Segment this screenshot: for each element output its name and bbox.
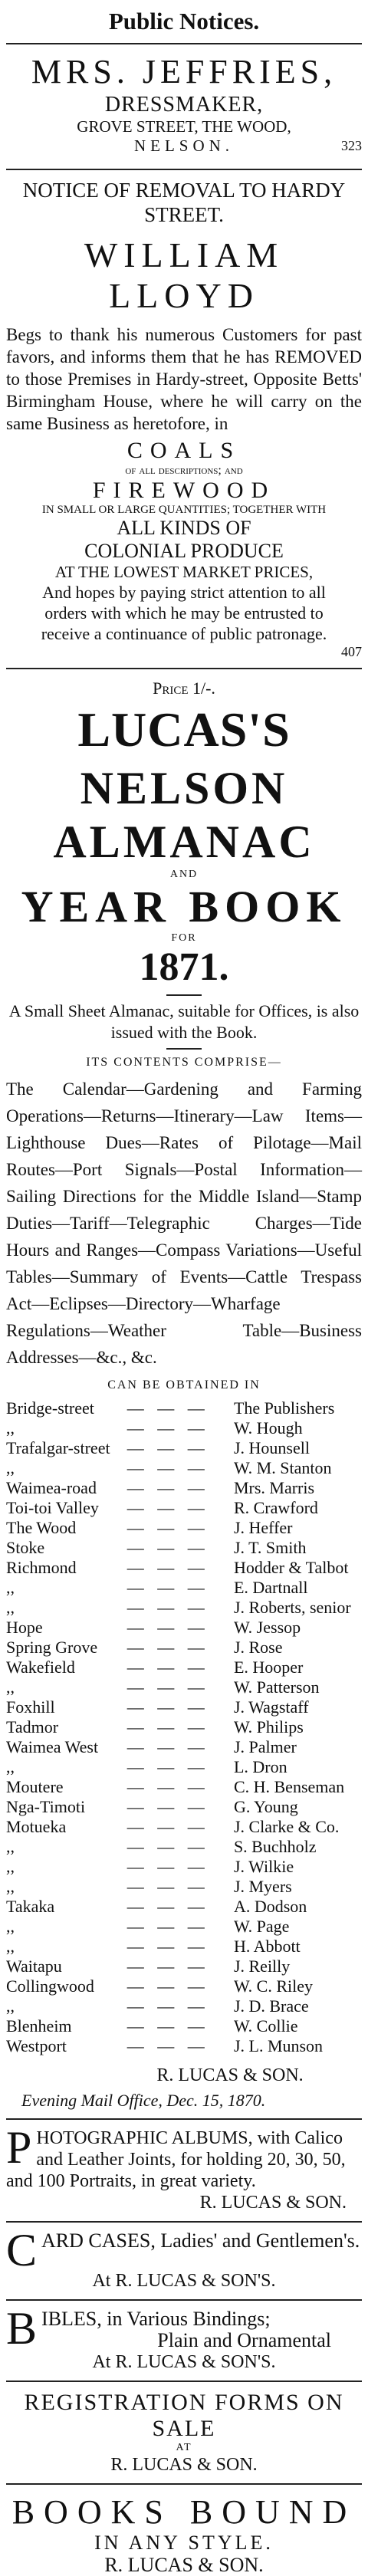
books-signature: R. LUCAS & SON. <box>104 2554 264 2576</box>
agent-leader-dashes: — — — <box>127 1877 209 1896</box>
agent-place: Motueka <box>6 1817 67 1836</box>
lloyd-closing: And hopes by paying strict attention to all orders with which he may be entrusted to receive a continuance of public patronage. <box>41 583 327 643</box>
agent-leader-dashes: — — — <box>127 1817 209 1836</box>
agent-place: Bridge-street <box>6 1398 94 1418</box>
agent-place: Waimea-road <box>6 1478 97 1497</box>
agent-row <box>6 2016 362 2036</box>
agent-place: ,, <box>6 1837 15 1856</box>
registration-at: AT <box>176 2442 192 2453</box>
agent-leader-dashes: — — — <box>127 1677 209 1697</box>
agent-leader-dashes: — — — <box>127 1737 209 1756</box>
lloyd-produce-1: ALL KINDS OF <box>117 517 251 539</box>
agent-row <box>6 1538 362 1558</box>
agent-row <box>6 1857 362 1877</box>
agent-name: J. Heffer <box>233 1518 293 1537</box>
divider <box>6 2118 362 2120</box>
agent-place: ,, <box>6 1937 15 1956</box>
jeffries-town: NELSON. <box>133 136 235 155</box>
agent-leader-dashes: — — — <box>127 1498 209 1517</box>
agent-leader-dashes: — — — <box>127 1638 209 1657</box>
lloyd-ad-number: 407 <box>341 644 362 659</box>
agent-place: Wakefield <box>6 1658 75 1677</box>
agent-leader-dashes: — — — <box>127 1398 209 1418</box>
agent-leader-dashes: — — — <box>127 1598 209 1617</box>
agent-name: Hodder & Talbot <box>233 1558 349 1577</box>
almanac-year: 1871. <box>139 945 229 989</box>
agent-name: E. Dartnall <box>233 1578 308 1597</box>
agent-leader-dashes: — — — <box>127 1538 209 1557</box>
agent-leader-dashes: — — — <box>127 2036 209 2055</box>
contents-heading: ITS CONTENTS COMPRISE— <box>86 1056 282 1069</box>
agent-name: J. Myers <box>233 1877 292 1896</box>
agent-row <box>6 1618 362 1638</box>
agent-place: ,, <box>6 1857 15 1876</box>
agent-leader-dashes: — — — <box>127 1976 209 1996</box>
agent-row <box>6 1757 362 1777</box>
agent-place: Moutere <box>6 1777 64 1796</box>
almanac-signature: R. LUCAS & SON. <box>156 2065 304 2085</box>
agent-place: Nga-Timoti <box>6 1797 86 1816</box>
agent-place: ,, <box>6 1917 15 1936</box>
agent-row <box>6 1598 362 1618</box>
agent-name: R. Crawford <box>233 1498 318 1517</box>
agent-row <box>6 1398 362 1418</box>
agent-place: The Wood <box>6 1518 77 1537</box>
books-line: BOOKS BOUND <box>12 2493 356 2531</box>
agent-place: Trafalgar-street <box>6 1438 110 1457</box>
agent-name: W. C. Riley <box>233 1976 314 1996</box>
lloyd-name: WILLIAM LLOYD <box>84 235 284 315</box>
agent-name: J. Roberts, senior <box>233 1598 351 1617</box>
bibles-line-2: Plain and Ornamental <box>157 2329 331 2351</box>
card-cases-advertisement <box>6 2225 362 2292</box>
divider <box>6 2380 362 2382</box>
agent-name: J. Rose <box>233 1638 283 1657</box>
agent-row <box>6 1717 362 1737</box>
agent-name: W. Patterson <box>233 1677 320 1697</box>
bibles-advertisement <box>6 2303 362 2373</box>
agent-name: H. Abbott <box>233 1937 301 1956</box>
divider <box>6 2299 362 2301</box>
agent-row <box>6 1897 362 1917</box>
agent-row <box>6 1996 362 2016</box>
lloyd-firewood: FIREWOOD <box>92 478 276 503</box>
agent-row <box>6 1877 362 1897</box>
agent-row <box>6 1418 362 1438</box>
books-style: IN ANY STYLE. <box>94 2532 274 2554</box>
almanac-advertisement <box>6 678 362 2111</box>
registration-signature: R. LUCAS & SON. <box>110 2455 258 2475</box>
agent-leader-dashes: — — — <box>127 1578 209 1597</box>
agent-place: Spring Grove <box>6 1638 98 1657</box>
agent-name: A. Dodson <box>233 1897 307 1916</box>
agent-name: W. Hough <box>233 1418 303 1438</box>
almanac-title-2: NELSON ALMANAC <box>53 763 315 867</box>
card-signature: At R. LUCAS & SON'S. <box>92 2271 276 2291</box>
lloyd-produce-3: AT THE LOWEST MARKET PRICES, <box>54 563 314 581</box>
agent-leader-dashes: — — — <box>127 1558 209 1577</box>
agent-row <box>6 1638 362 1658</box>
agent-leader-dashes: — — — <box>127 1697 209 1717</box>
contents-list: The Calendar—Gardening and Farming Operations—Returns—Itinerary—Law Items—Lighthouse Dues—Rates of Pilotage—Mail Routes—Port Signals—Postal Information—Sailing Directions for the Middle Island—Stamp Duties—Tariff—Telegraphic Charges—Tide Hours and Ranges—Compass Variations—Useful Tables—Summary of Events—Cattle Trespass Act—Eclipses—Directory—Wharfage Regulations—Weather Table—Business Addresses—&c., &c. <box>6 1079 362 1367</box>
books-bound-advertisement <box>6 2492 362 2576</box>
agent-leader-dashes: — — — <box>127 1717 209 1737</box>
agent-name: J. T. Smith <box>233 1538 307 1557</box>
agent-leader-dashes: — — — <box>127 1937 209 1956</box>
agent-leader-dashes: — — — <box>127 1518 209 1537</box>
bibles-line-1: IBLES, in Various Bindings; <box>41 2308 271 2330</box>
agent-row <box>6 1737 362 1757</box>
agent-row <box>6 1817 362 1837</box>
agent-place: Waimea West <box>6 1737 99 1756</box>
agent-row <box>6 1518 362 1538</box>
agent-place: Toi-toi Valley <box>6 1498 99 1517</box>
jeffries-advertisement <box>6 52 362 161</box>
agent-place: ,, <box>6 1757 15 1776</box>
agent-row <box>6 1697 362 1717</box>
agent-place: Tadmor <box>6 1717 59 1737</box>
agent-leader-dashes: — — — <box>127 2016 209 2036</box>
bibles-initial: B <box>6 2303 38 2354</box>
divider <box>6 668 362 669</box>
agent-leader-dashes: — — — <box>127 1438 209 1457</box>
card-initial: C <box>6 2225 38 2275</box>
agent-name: W. Collie <box>233 2016 298 2036</box>
lloyd-coals-sub: of all descriptions; and <box>125 464 243 477</box>
jeffries-ad-number: 323 <box>341 138 362 153</box>
agent-row <box>6 1558 362 1578</box>
agent-place: Hope <box>6 1618 43 1637</box>
agent-leader-dashes: — — — <box>127 1658 209 1677</box>
agent-place: ,, <box>6 1418 15 1438</box>
almanac-title-3: YEAR BOOK <box>21 882 347 932</box>
registration-forms-advertisement <box>6 2390 362 2476</box>
agent-place: Collingwood <box>6 1976 94 1996</box>
agent-place: Blenheim <box>6 2016 72 2036</box>
jeffries-town-line <box>6 136 362 161</box>
divider <box>6 2483 362 2485</box>
agent-leader-dashes: — — — <box>127 1917 209 1936</box>
agent-name: W. Jessop <box>233 1618 301 1637</box>
agent-place: ,, <box>6 1578 15 1597</box>
agent-row <box>6 1917 362 1937</box>
agent-name: W. Page <box>233 1917 290 1936</box>
agent-name: J. Palmer <box>233 1737 297 1756</box>
almanac-price: Price 1/-. <box>153 678 215 698</box>
agent-row <box>6 1478 362 1498</box>
agent-leader-dashes: — — — <box>127 1897 209 1916</box>
agent-place: ,, <box>6 1677 15 1697</box>
agents-table <box>6 1398 362 2056</box>
agent-name: The Publishers <box>233 1398 335 1418</box>
agent-name: S. Buchholz <box>233 1837 317 1856</box>
agent-name: G. Young <box>233 1797 298 1816</box>
divider-short <box>166 1048 202 1050</box>
divider-short <box>166 994 202 996</box>
agent-row <box>6 1777 362 1797</box>
agent-place: Foxhill <box>6 1697 55 1717</box>
photo-initial: P <box>6 2122 32 2173</box>
jeffries-trade: DRESSMAKER, <box>104 93 264 117</box>
agent-leader-dashes: — — — <box>127 1857 209 1876</box>
agent-row <box>6 1976 362 1996</box>
photo-albums-advertisement <box>6 2122 362 2213</box>
lloyd-heading: NOTICE OF REMOVAL TO HARDY STREET. <box>22 179 346 226</box>
agent-place: Westport <box>6 2036 67 2055</box>
agent-row <box>6 1837 362 1857</box>
agent-place: Takaka <box>6 1897 55 1916</box>
lloyd-produce-2: COLONIAL PRODUCE <box>84 540 284 562</box>
agent-leader-dashes: — — — <box>127 1618 209 1637</box>
lloyd-body: Begs to thank his numerous Customers for past favors, and informs them that he has REMOVED to those Premises in Hardy-street, Opposite Betts' Birmingham House, where he will carry on the same Business as heretofore, in <box>6 325 362 433</box>
agent-row <box>6 1957 362 1976</box>
agent-name: J. Wagstaff <box>233 1697 309 1717</box>
agent-name: W. M. Stanton <box>233 1458 332 1477</box>
agent-name: J. D. Brace <box>233 1996 309 2016</box>
agent-name: J. L. Munson <box>233 2036 324 2055</box>
agent-leader-dashes: — — — <box>127 1458 209 1477</box>
bibles-signature: At R. LUCAS & SON'S. <box>92 2352 276 2372</box>
agent-name: C. H. Benseman <box>233 1777 345 1796</box>
agent-name: Mrs. Marris <box>233 1478 315 1497</box>
jeffries-address: GROVE STREET, THE WOOD, <box>77 117 291 136</box>
agent-row <box>6 1498 362 1518</box>
agent-place: Richmond <box>6 1558 77 1577</box>
agent-row <box>6 2036 362 2056</box>
obtained-heading: CAN BE OBTAINED IN <box>107 1378 261 1392</box>
agent-leader-dashes: — — — <box>127 1837 209 1856</box>
agent-row <box>6 1458 362 1478</box>
photo-text: HOTOGRAPHIC ALBUMS, with Calico and Leather Joints, for holding 20, 30, 50, and 100 Portraits, in great variety. <box>6 2128 346 2191</box>
lloyd-coals: COALS <box>127 438 242 463</box>
almanac-dateline: Evening Mail Office, Dec. 15, 1870. <box>21 2091 266 2110</box>
almanac-for: FOR <box>171 932 197 944</box>
agent-row <box>6 1677 362 1697</box>
photo-signature: R. LUCAS & SON. <box>199 2193 347 2213</box>
agent-leader-dashes: — — — <box>127 1777 209 1796</box>
newspaper-column <box>0 8 368 2576</box>
agent-leader-dashes: — — — <box>127 1757 209 1776</box>
agent-name: W. Philips <box>233 1717 304 1737</box>
almanac-sheet-note: A Small Sheet Almanac, suitable for Offices, is also issued with the Book. <box>8 1001 360 1042</box>
agent-place: Stoke <box>6 1538 45 1557</box>
agent-name: J. Reilly <box>233 1957 291 1976</box>
agent-place: ,, <box>6 1996 15 2016</box>
agent-leader-dashes: — — — <box>127 1478 209 1497</box>
divider <box>6 43 362 44</box>
agent-leader-dashes: — — — <box>127 1996 209 2016</box>
registration-line: REGISTRATION FORMS ON SALE <box>24 2390 344 2441</box>
agent-place: Waitapu <box>6 1957 62 1976</box>
agent-leader-dashes: — — — <box>127 1418 209 1438</box>
agent-row <box>6 1578 362 1598</box>
lloyd-advertisement <box>6 178 362 660</box>
jeffries-name: MRS. JEFFRIES, <box>31 53 337 90</box>
agent-row <box>6 1658 362 1677</box>
agent-place: ,, <box>6 1598 15 1617</box>
agent-leader-dashes: — — — <box>127 1797 209 1816</box>
agent-name: E. Hooper <box>233 1658 304 1677</box>
agent-place: ,, <box>6 1458 15 1477</box>
agent-name: J. Wilkie <box>233 1857 294 1876</box>
almanac-title-1: LUCAS'S <box>77 702 291 757</box>
section-header: Public Notices. <box>108 8 260 34</box>
agent-name: L. Dron <box>233 1757 288 1776</box>
agent-name: J. Hounsell <box>233 1438 310 1457</box>
agent-leader-dashes: — — — <box>127 1957 209 1976</box>
almanac-and: AND <box>169 869 199 880</box>
lloyd-firewood-sub: IN SMALL OR LARGE QUANTITIES; TOGETHER WITH <box>41 504 327 516</box>
divider <box>6 2221 362 2223</box>
agent-row <box>6 1797 362 1817</box>
agent-place: ,, <box>6 1877 15 1896</box>
agent-name: J. Clarke & Co. <box>233 1817 340 1836</box>
agent-row <box>6 1438 362 1458</box>
card-text: ARD CASES, Ladies' and Gentlemen's. <box>41 2229 360 2252</box>
divider <box>6 169 362 170</box>
agent-row <box>6 1937 362 1957</box>
